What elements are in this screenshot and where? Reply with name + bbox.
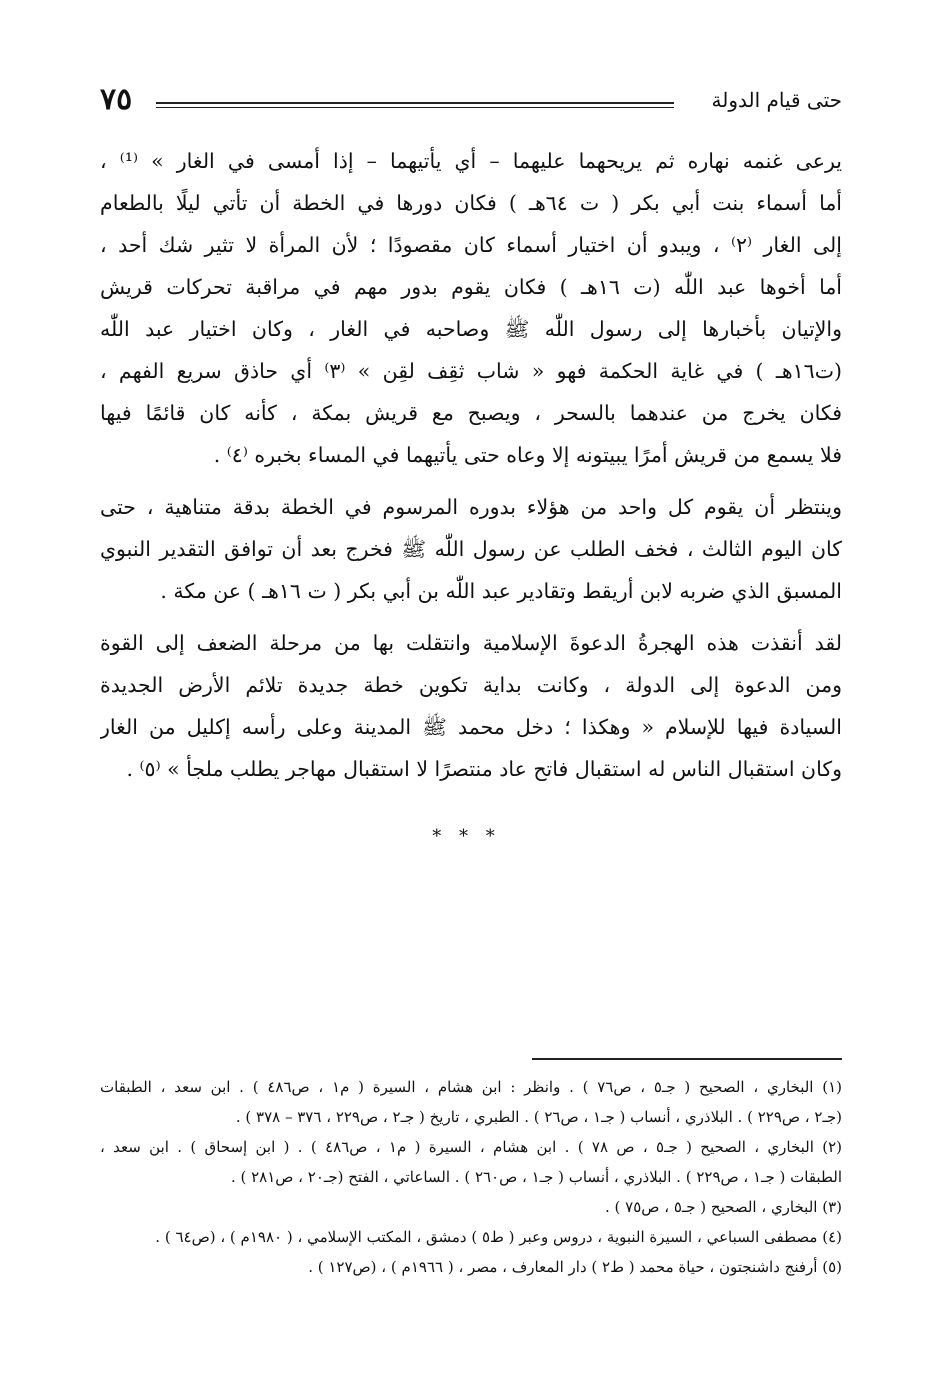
text-line: أما أخوها عبد اللّٰه (ت ١٦هـ ) فكان يقوم بدور مهم في مراقبة تحركات قريش [100, 275, 842, 299]
footnotes [100, 1072, 842, 1282]
page-header [100, 82, 842, 122]
text-line: يرعى غنمه نهاره ثم يريحهما عليهما – أي يأتيهما – إذا أمسى في الغار » ⁽¹⁾ ، [100, 149, 842, 173]
footnote-rule [532, 1058, 842, 1060]
header-rule [156, 102, 674, 108]
text-line: السيادة فيها للإسلام « وهكذا ؛ دخل محمد ﷺ المدينة وعلى رأسه إكليل من الغار [100, 715, 842, 739]
footnote-line: (٣) البخاري ، الصحيح ( جـ٥ ، ص٧٥ ) . [605, 1198, 842, 1216]
footnote-line: (٤) مصطفى السباعي ، السيرة النبوية ، دروس وعبر ( ط٥ ) دمشق ، المكتب الإسلامي ، ( ١٩٨٠م ) ، (ص٦٤ ) . [155, 1228, 842, 1246]
footnote-line: (١) البخاري ، الصحيح ( جـ٥ ، ص٧٦ ) . وانظر : ابن هشام ، السيرة ( م١ ، ص٤٨٦ ) . ابن سعد ، الطبقات [100, 1078, 842, 1096]
paragraph [100, 486, 842, 612]
text-line: المسبق الذي ضربه لابن أريقط وتقادير عبد اللّٰه بن أبي بكر ( ت ١٦هـ ) عن مكة . [160, 579, 842, 603]
page-number: ٧٥ [100, 82, 133, 117]
paragraph [100, 622, 842, 790]
text-line: أما أسماء بنت أبي بكر ( ت ٦٤هـ ) فكان دورها في الخطة أن تأتي ليلًا بالطعام [100, 191, 842, 215]
footnote-line: (٥) أرفنج داشنجتون ، حياة محمد ( ط٢ ) دار المعارف ، مصر ، ( ١٩٦٦م ) ، (ص١٢٧ ) . [308, 1258, 842, 1276]
footnote-line: الطبقات ( جـ١ ، ص٢٢٩ ) . البلاذري ، أنساب ( جـ١ ، ص٢٦٠ ) . الساعاتي ، الفتح (جـ٢٠ ، ص٢٨١ ) . [230, 1168, 842, 1186]
text-line: ومن الدعوة إلى الدولة ، وكانت بداية تكوين خطة جديدة تلائم الأرض الجديدة [100, 673, 842, 697]
footnote-line: (جـ٢ ، ص٢٢٩ ) . البلاذري ، أنساب ( جـ١ ، ص٢٦ ) . الطبري ، تاريخ ( جـ٢ ، ص٢٢٩ ، ٣٧٦ – ٣٧٨ ) . [235, 1108, 842, 1126]
text-line: وينتظر أن يقوم كل واحد من هؤلاء بدوره المرسوم في الخطة بدقة متناهية ، حتى [100, 495, 842, 519]
text-line: إلى الغار ⁽٢⁾ ، ويبدو أن اختيار أسماء كان مقصودًا ؛ لأن المرأة لا تثير شك أحد ، [100, 233, 842, 257]
paragraph [100, 140, 842, 476]
footnote-line: (٢) البخاري ، الصحيح ( جـ٥ ، ص ٧٨ ) . ابن هشام ، السيرة ( م١ ، ص٤٨٦ ) . ( ابن إسحاق ) . ابن سعد ، [100, 1138, 842, 1156]
text-line: (ت١٦هـ ) في غاية الحكمة فهو « شاب ثقِف لقِن » ⁽٣⁾ أي حاذق سريع الفهم ، [100, 359, 842, 383]
text-line: كان اليوم الثالث ، فخف الطلب عن رسول اللّٰه ﷺ فخرج بعد أن توافق التقدير النبوي [100, 537, 842, 561]
text-line: فلا يسمع من قريش أمرًا يبيتونه إلا وعاه حتى يأتيهما في المساء بخبره ⁽٤⁾ . [213, 443, 842, 467]
text-line: وكان استقبال الناس له استقبال فاتح عاد منتصرًا لا استقبال مهاجر يطلب ملجأ » ⁽٥⁾ . [126, 757, 842, 781]
text-line: فكان يخرج من عندهما بالسحر ، ويصبح مع قريش بمكة ، كأنه كان قائمًا فيها [100, 401, 842, 425]
text-line: والإتيان بأخبارها إلى رسول اللّٰه ﷺ وصاحبه في الغار ، وكان اختيار عبد اللّٰه [100, 317, 842, 341]
section-separator: * * * [432, 826, 501, 847]
main-text [100, 140, 842, 790]
running-title: حتى قيام الدولة [711, 88, 842, 112]
text-line: لقد أنقذت هذه الهجرةُ الدعوةَ الإسلامية وانتقلت بها من مرحلة الضعف إلى القوة [100, 631, 842, 655]
